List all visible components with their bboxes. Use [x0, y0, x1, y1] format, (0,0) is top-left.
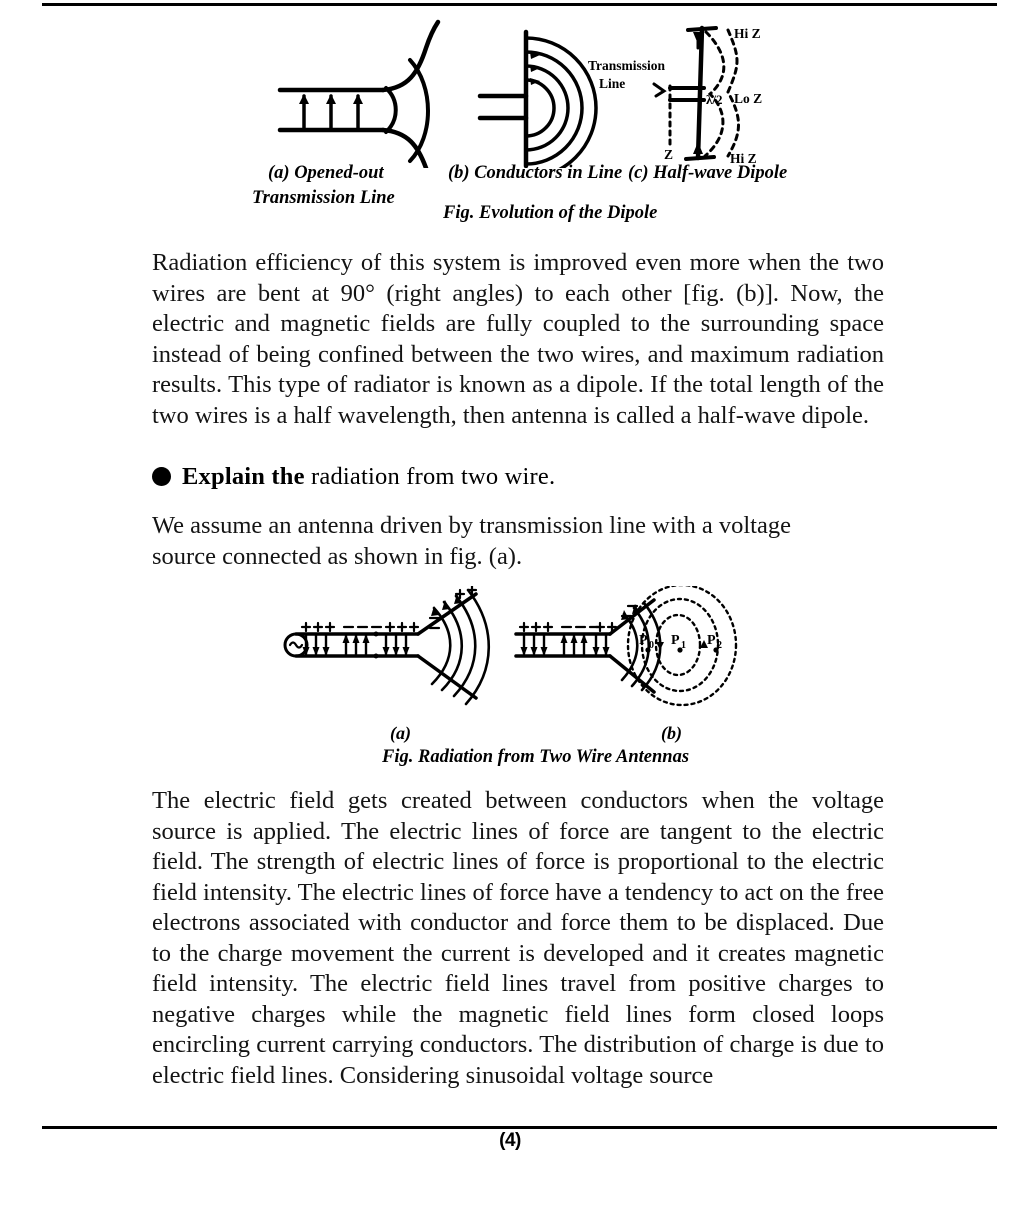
figure-2-panel-a-caption: (a): [390, 723, 411, 743]
header-rule: [42, 3, 997, 6]
figure-1-panel-b-caption: (b) Conductors in Line: [448, 163, 623, 183]
question-bold-part: Explain the: [182, 463, 305, 490]
question-text: [182, 462, 555, 492]
figure-1-graphic: [258, 18, 768, 168]
label-half-lambda: λ/2: [706, 92, 723, 107]
figure-2-graphic: [280, 586, 750, 726]
question-rest-part: radiation from two wire.: [304, 463, 556, 490]
label-transmission-line-2: Line: [599, 76, 626, 91]
sine-source-icon: [290, 643, 302, 648]
label-hi-z-top: Hi Z: [734, 26, 761, 41]
figure-2-panel-a: [285, 586, 489, 704]
figure-1-panel-c-caption: (c) Half-wave Dipole: [628, 163, 788, 183]
paragraph-we-assume-antenna: We assume an antenna driven by transmission line with a voltage source connected as shown in fig. (a).: [152, 512, 791, 570]
bullet-icon: [152, 467, 171, 486]
panel-c-text-labels: [588, 26, 762, 166]
paragraph-electric-field-created: The electric field gets created between conductors when the voltage source is applied. The electric lines of force are tangent to the electric field. The strength of electric lines of force is proportional to the electric field intensity. The electric lines of force have a tendency to act on the free electrons associated with conductor and force them to be displaced. Due to the charge movement the current is developed and it creates magnetic field intensity. The electric field lines travel from positive charges to negative charges while the magnetic field lines form closed loops encircling current carrying conductors. The distribution of charge is due to electric field lines. Considering sinusoidal voltage source: [152, 787, 884, 1089]
figure-1-panel-a-caption-line-1: (a) Opened-out: [268, 163, 384, 183]
panel-c-half-wave-dipole: [654, 28, 739, 159]
figure-2-caption: Fig. Radiation from Two Wire Antennas: [382, 747, 690, 767]
svg-text:1: 1: [681, 640, 686, 651]
svg-text:0: 0: [649, 640, 654, 651]
figure-1-caption: Fig. Evolution of the Dipole: [443, 203, 658, 223]
label-p2: P: [707, 633, 716, 648]
question-heading: [152, 462, 884, 492]
svg-text:2: 2: [717, 640, 722, 651]
figure-2-panel-b: [516, 586, 736, 705]
paragraph-radiation-efficiency: Radiation efficiency of this system is improved even more when the two wires are bent at 90° (right angles) to each other [fig. (b)]. Now, the electric and magnetic fields are fully coupled to the surrounding space instead of being confined between the two wires, and maximum radiation results. This type of radiator is known as a dipole. If the total length of the two wires is a half wavelength, then antenna is called a half-wave dipole.: [152, 249, 884, 429]
figure-1-panel-a-caption-line-2: Transmission Line: [252, 188, 395, 208]
label-hi-z-bottom: Hi Z: [730, 151, 757, 166]
label-z-axis: Z: [664, 147, 674, 162]
panel-a-opened-out-transmission-line: [280, 22, 438, 168]
figure-2-field-point-labels: [639, 633, 722, 651]
panel-b-conductors-in-line: [480, 32, 596, 168]
label-lo-z: Lo Z: [734, 91, 763, 106]
label-transmission-line-1: Transmission: [588, 58, 666, 73]
label-p1: P: [671, 633, 680, 648]
footer-rule: [42, 1126, 997, 1129]
page-number: (4): [499, 1130, 521, 1151]
label-p0: P: [639, 633, 648, 648]
figure-2-panel-b-caption: (b): [661, 723, 682, 743]
